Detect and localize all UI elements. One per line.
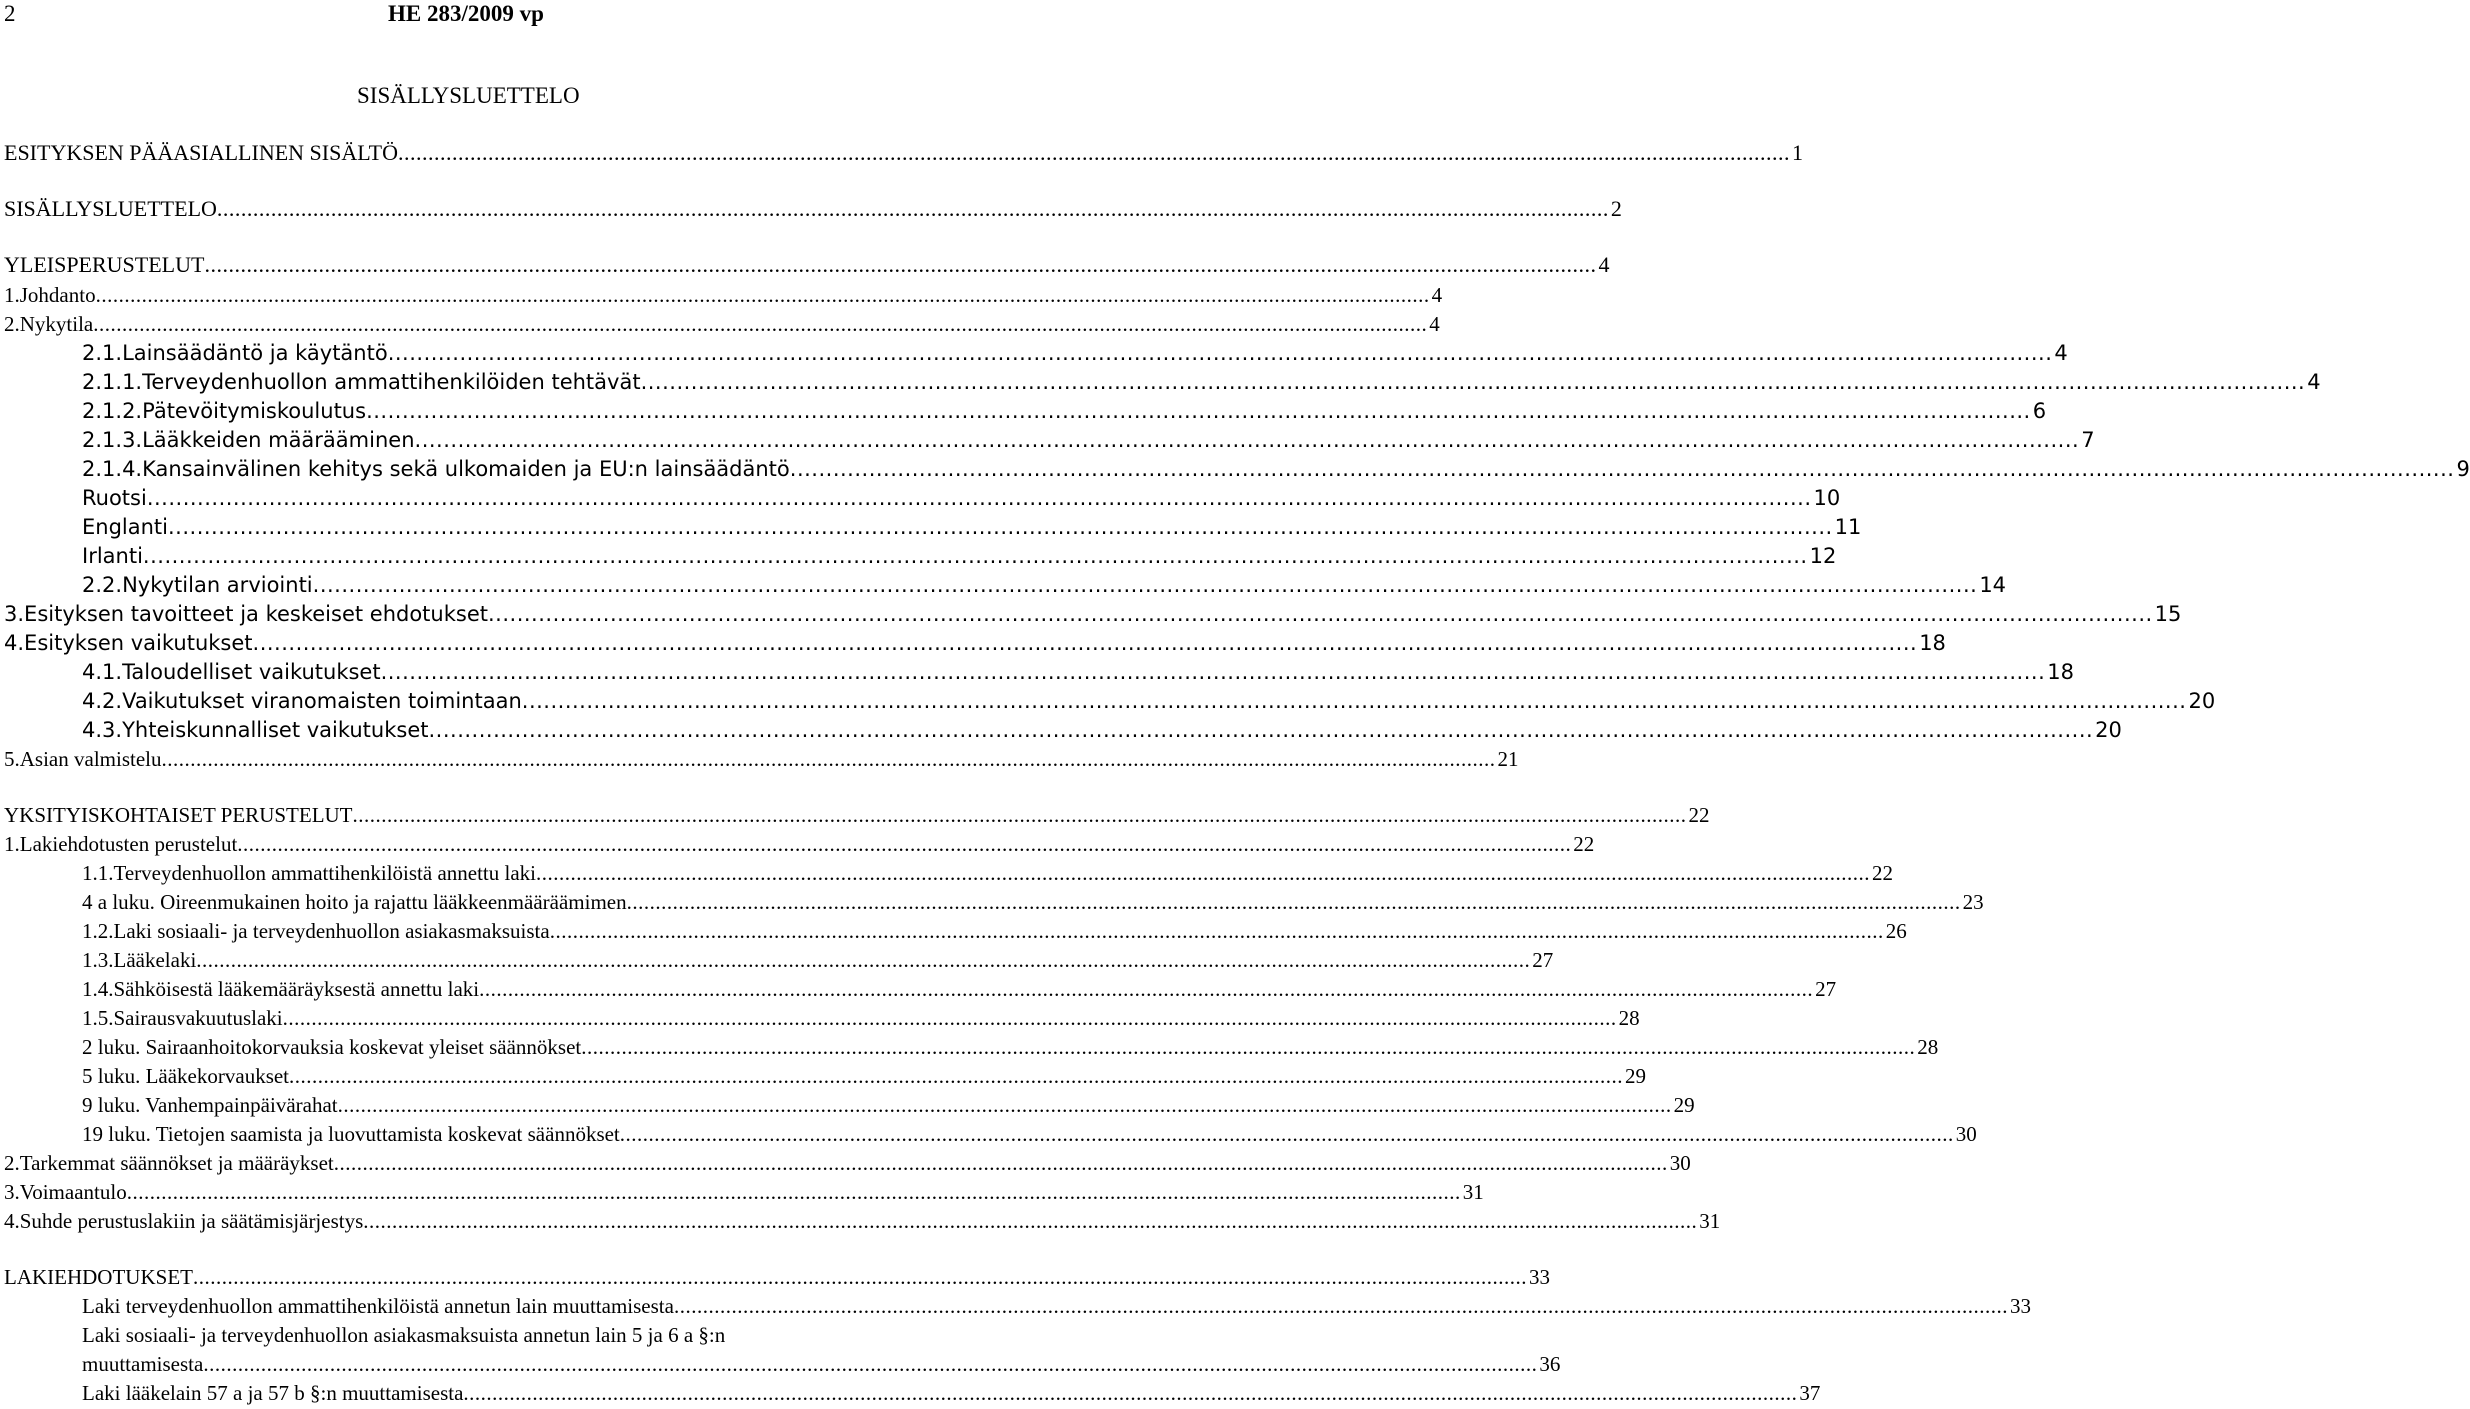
toc-leader-dots [313, 572, 1978, 598]
toc-entry[interactable] [4, 1208, 1721, 1234]
toc-leader-dots [674, 1293, 2008, 1319]
toc-entry-page: 22 [1688, 803, 1710, 827]
toc-entry-title: Lääkkeiden määrääminen [142, 428, 415, 452]
toc-entry[interactable] [82, 717, 2122, 743]
toc-entry-page: 15 [2154, 602, 2182, 626]
toc-entry-number: 5. [4, 747, 20, 771]
toc-entry[interactable] [82, 947, 1554, 973]
toc-leader-dots [620, 1121, 1954, 1147]
toc-entry-page: 11 [1834, 515, 1862, 539]
toc-entry-title: Yhteiskunnalliset vaikutukset [122, 718, 429, 742]
toc-entry-title: Kansainvälinen kehitys sekä ulkomaiden ja EU:n lainsäädäntö [142, 457, 790, 481]
toc-entry-number: 2.1.4. [82, 457, 143, 481]
toc-entry-page: 4 [2307, 370, 2321, 394]
toc-entry-title: YLEISPERUSTELUT [4, 252, 205, 277]
toc-leader-dots [641, 369, 2306, 395]
toc-entry-page: 18 [1919, 631, 1946, 655]
toc-entry[interactable] [4, 630, 1946, 656]
toc-entry-title: 19 luku. Tietojen saamista ja luovuttamista koskevat säännökset [82, 1122, 620, 1146]
toc-entry-title: Esityksen tavoitteet ja keskeiset ehdotukset [24, 602, 488, 626]
toc-entry-page: 23 [1962, 890, 1984, 914]
toc-leader-dots [790, 456, 2455, 482]
toc-entry-page: 22 [1872, 861, 1894, 885]
toc-leader-dots [127, 1179, 1461, 1205]
toc-entry[interactable] [82, 688, 2216, 714]
toc-leader-dots [388, 340, 2053, 366]
toc-entry-title: Irlanti [82, 544, 143, 568]
toc-leader-dots [143, 543, 1808, 569]
toc-entry[interactable] [82, 572, 2007, 598]
toc-entry-number: 1. [4, 283, 20, 307]
toc-entry[interactable] [4, 282, 1443, 308]
toc-entry-title: 4 a luku. Oireenmukainen hoito ja rajattu lääkkeenmääräämimen [82, 890, 627, 914]
toc-leader-dots [203, 1351, 1537, 1377]
toc-heading: SISÄLLYSLUETTELO [357, 83, 580, 108]
toc-entry-number: 1.5. [82, 1006, 114, 1030]
toc-leader-dots [366, 398, 2031, 424]
toc-entry-title: Ruotsi [82, 486, 147, 510]
toc-entry-title: Suhde perustuslakiin ja säätämisjärjestys [19, 1209, 364, 1233]
toc-entry-page: 20 [2188, 689, 2216, 713]
toc-entry-title: Laki terveydenhuollon ammattihenkilöistä annetun lain muuttamisesta [82, 1294, 674, 1318]
toc-entry[interactable] [82, 860, 1894, 886]
toc-leader-dots [253, 630, 1918, 656]
toc-leader-dots [536, 860, 1870, 886]
toc-entry-number: 2.1. [82, 341, 123, 365]
toc-entry-title: Lääkelaki [113, 948, 197, 972]
toc-leader-dots [581, 1034, 1915, 1060]
toc-entry[interactable] [4, 831, 1595, 857]
toc-entry-page: 9 [2456, 457, 2470, 481]
toc-entry-page: 4 [1431, 283, 1443, 307]
toc-entry-number: 2.1.1. [82, 370, 143, 394]
toc-entry[interactable] [82, 369, 2321, 395]
toc-entry-title: LAKIEHDOTUKSET [4, 1265, 193, 1289]
page-number: 2 [4, 1, 16, 26]
toc-entry[interactable] [82, 1005, 1640, 1031]
toc-entry[interactable] [82, 889, 1984, 915]
toc-entry-title: Pätevöitymiskoulutus [142, 399, 367, 423]
toc-entry-page: 4 [1429, 312, 1440, 336]
toc-leader-dots [217, 196, 1609, 222]
toc-leader-dots [93, 311, 1427, 337]
toc-entry-number: 3. [4, 602, 25, 626]
toc-entry-page: 37 [1799, 1381, 1821, 1405]
toc-entry-page: 6 [2032, 399, 2047, 423]
toc-leader-dots [147, 485, 1812, 511]
toc-entry-page: 27 [1815, 977, 1837, 1001]
toc-entry[interactable] [4, 140, 1803, 166]
toc-entry[interactable] [82, 1121, 1977, 1147]
toc-entry-number: 2.1.2. [82, 399, 143, 423]
toc-entry[interactable] [4, 746, 1519, 772]
toc-entry-number: 4.2. [82, 689, 123, 713]
toc-entry[interactable] [4, 1179, 1484, 1205]
toc-entry-number: 1.4. [82, 977, 114, 1001]
toc-entry-title: Terveydenhuollon ammattihenkilöiden tehtävät [142, 370, 641, 394]
toc-entry-title: Terveydenhuollon ammattihenkilöistä annettu laki [113, 861, 537, 885]
toc-leader-dots [479, 976, 1813, 1002]
toc-entry[interactable] [4, 1264, 1550, 1290]
toc-entry-page: 12 [1809, 544, 1837, 568]
toc-entry-title: Englanti [82, 515, 168, 539]
toc-entry-page: 27 [1532, 948, 1554, 972]
toc-entry-page: 4 [2054, 341, 2068, 365]
toc-entry[interactable] [82, 398, 2047, 424]
toc-entry[interactable] [82, 543, 1837, 569]
toc-leader-dots [381, 659, 2046, 685]
toc-leader-dots [522, 688, 2187, 714]
toc-entry[interactable] [82, 1034, 1939, 1060]
toc-entry-title: Asian valmistelu [19, 747, 162, 771]
toc-entry-number: 2. [4, 1151, 20, 1175]
toc-entry[interactable] [4, 601, 2182, 627]
toc-entry[interactable] [4, 311, 1440, 337]
toc-entry-title: Laki lääkelain 57 a ja 57 b §:n muuttamisesta [82, 1381, 464, 1405]
toc-leader-dots [204, 252, 1596, 278]
toc-entry-title: ESITYKSEN PÄÄASIALLINEN SISÄLTÖ [4, 140, 398, 165]
toc-entry-title: 5 luku. Lääkekorvaukset [82, 1064, 290, 1088]
toc-entry-title: Lainsäädäntö ja käytäntö [122, 341, 388, 365]
toc-entry-page: 2 [1610, 196, 1622, 221]
toc-entry-number: 2. [4, 312, 20, 336]
toc-entry[interactable] [82, 1092, 1695, 1118]
toc-entry-page: 30 [1669, 1151, 1691, 1175]
toc-entry-page: 29 [1673, 1093, 1695, 1117]
toc-leader-dots [550, 918, 1884, 944]
toc-leader-dots [196, 947, 1530, 973]
toc-entry-number: 1.3. [82, 948, 114, 972]
toc-leader-dots [338, 1092, 1672, 1118]
toc-entry[interactable] [82, 1380, 1821, 1406]
toc-entry[interactable] [82, 1063, 1647, 1089]
toc-entry-title: YKSITYISKOHTAISET PERUSTELUT [4, 803, 353, 827]
toc-entry[interactable] [82, 918, 1907, 944]
toc-leader-dots [334, 1150, 1668, 1176]
toc-entry-title: Nykytilan arviointi [122, 573, 313, 597]
toc-leader-dots [283, 1005, 1617, 1031]
toc-entry-page: 10 [1813, 486, 1841, 510]
toc-entry[interactable] [82, 427, 2095, 453]
toc-leader-dots [488, 601, 2153, 627]
toc-entry[interactable] [82, 456, 2470, 482]
toc-entry-title: Esityksen vaikutukset [24, 631, 253, 655]
toc-entry[interactable] [82, 340, 2068, 366]
toc-entry[interactable] [4, 1150, 1691, 1176]
toc-leader-dots [96, 282, 1430, 308]
toc-entry-number: 4.1. [82, 660, 123, 684]
toc-entry-number: 2.1.3. [82, 428, 143, 452]
toc-entry-number: 4. [4, 1209, 20, 1233]
toc-entry-page: 21 [1497, 747, 1519, 771]
toc-entry-page: 28 [1618, 1006, 1640, 1030]
toc-entry-page: 33 [1528, 1265, 1550, 1289]
toc-entry-page: 14 [1979, 573, 2007, 597]
toc-entry-page: 33 [2009, 1294, 2031, 1318]
toc-leader-dots [193, 1264, 1527, 1290]
toc-entry-page: 36 [1539, 1352, 1561, 1376]
toc-entry-page: 29 [1625, 1064, 1647, 1088]
toc-entry[interactable] [4, 252, 1610, 278]
toc-entry-page: 22 [1573, 832, 1595, 856]
toc-leader-dots [398, 140, 1790, 166]
toc-leader-dots [363, 1208, 1697, 1234]
toc-entry-title: Tarkemmat säännökset ja määräykset [19, 1151, 334, 1175]
toc-entry-title: Johdanto [19, 283, 96, 307]
toc-entry-number: 3. [4, 1180, 20, 1204]
toc-entry-title: Sähköisestä lääkemääräyksestä annettu laki [113, 977, 480, 1001]
toc-leader-dots [168, 514, 1833, 540]
toc-entry-page: 20 [2095, 718, 2122, 742]
toc-entry-title: Voimaantulo [19, 1180, 127, 1204]
toc-entry-number: 4.3. [82, 718, 123, 742]
toc-entry[interactable] [82, 1351, 1561, 1377]
toc-entry-number: 1.1. [82, 861, 114, 885]
toc-entry-page: 26 [1885, 919, 1907, 943]
toc-entry-number: 1. [4, 832, 20, 856]
toc-entry[interactable] [82, 976, 1837, 1002]
toc-entry-page: 7 [2081, 428, 2095, 452]
toc-leader-dots [353, 802, 1687, 828]
toc-entry-title: muuttamisesta [82, 1352, 204, 1376]
toc-entry-page: 30 [1955, 1122, 1977, 1146]
toc-entry-title: Laki sosiaali- ja terveydenhuollon asiakasmaksuista [113, 919, 550, 943]
toc-entry-title: Lakiehdotusten perustelut [19, 832, 238, 856]
toc-entry-title: Sairausvakuutuslaki [113, 1006, 283, 1030]
toc-entry-page: 28 [1917, 1035, 1939, 1059]
toc-entry[interactable] [82, 514, 1862, 540]
toc-leader-dots [463, 1380, 1797, 1406]
toc-leader-dots [289, 1063, 1623, 1089]
toc-entry-number: 1.2. [82, 919, 114, 943]
toc-entry-title: 9 luku. Vanhempainpäivärahat [82, 1093, 338, 1117]
toc-leader-dots [415, 427, 2080, 453]
toc-entry[interactable] [82, 1293, 2031, 1319]
toc-entry-page: 1 [1791, 140, 1803, 165]
toc-entry-page: 31 [1699, 1209, 1721, 1233]
toc-entry-title: Vaikutukset viranomaisten toimintaan [122, 689, 522, 713]
toc-entry-title[interactable]: Laki sosiaali- ja terveydenhuollon asiakasmaksuista annetun lain 5 ja 6 a §:n [82, 1323, 726, 1347]
toc-entry-page: 4 [1598, 252, 1610, 277]
toc-leader-dots [237, 831, 1571, 857]
toc-entry-title: SISÄLLYSLUETTELO [4, 196, 217, 221]
document-id: HE 283/2009 vp [388, 1, 544, 26]
toc-entry[interactable] [4, 802, 1710, 828]
toc-entry-number: 4. [4, 631, 25, 655]
toc-entry-title: Taloudelliset vaikutukset [122, 660, 381, 684]
toc-leader-dots [161, 746, 1495, 772]
toc-entry-title: 2 luku. Sairaanhoitokorvauksia koskevat yleiset säännökset [82, 1035, 582, 1059]
toc-entry-page: 18 [2047, 660, 2074, 684]
toc-entry[interactable] [82, 485, 1841, 511]
toc-leader-dots [627, 889, 1961, 915]
toc-entry-page: 31 [1462, 1180, 1484, 1204]
toc-leader-dots [429, 717, 2094, 743]
toc-entry[interactable] [82, 659, 2074, 685]
toc-entry-number: 2.2. [82, 573, 123, 597]
toc-entry[interactable] [4, 196, 1622, 222]
toc-entry-title: Nykytila [19, 312, 94, 336]
